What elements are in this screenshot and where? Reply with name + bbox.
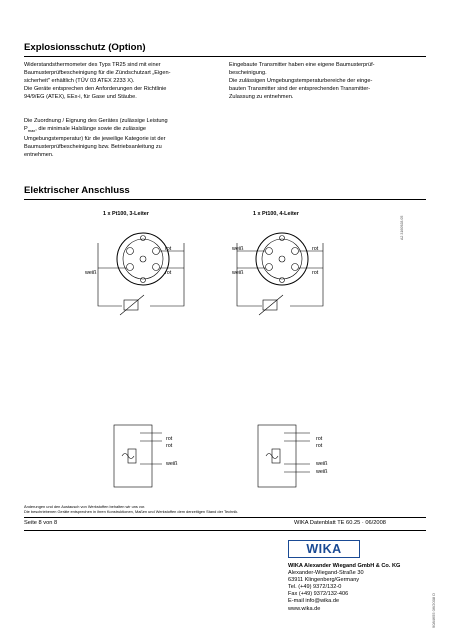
address-line: Alexander-Wiegand-Straße 30 <box>288 570 364 577</box>
footer-rule <box>24 517 426 518</box>
text-line: Widerstandsthermometer des Typs TR25 sind mit einer <box>24 62 161 68</box>
footer-note: Die beschriebenen Geräte entsprechen in ihren Konstruktionen, Maßen und Werkstoffen dem derzeitigen Stand der Technik. <box>24 509 239 514</box>
terminal-center <box>140 256 146 262</box>
footer-notes <box>24 504 238 514</box>
wire-label: rot <box>166 443 173 449</box>
address-line: E-mail info@wika.de <box>288 598 340 605</box>
text-line: Eingebaute Transmitter haben eine eigene Baumusterprüf- <box>229 62 375 68</box>
website-link[interactable]: www.wika.de <box>288 605 321 612</box>
connection-head-inner <box>123 239 163 279</box>
wire-label: rot <box>165 270 172 276</box>
mount-hole <box>280 278 285 283</box>
pmax-subscript: max <box>27 128 36 134</box>
text-line: bauten Transmitter sind der entsprechenden Transmitter- <box>229 86 371 93</box>
datasheet-id: WIKA Datenblatt TE 60.25 · 06/2008 <box>294 520 386 526</box>
wire-label: weiß <box>166 461 178 467</box>
text-line: 94/9/EG (ATEX), EEx-i, für Gase und Stäube. <box>24 94 137 101</box>
wire-label: rot <box>166 436 173 442</box>
text-span: , die minimale Halslänge sowie die zulässige <box>35 126 146 133</box>
text-line: bescheinigung. <box>229 70 267 77</box>
terminal-screw <box>153 264 160 271</box>
wire-label: weiß <box>232 270 244 276</box>
text-line: Baumusterprüfbescheinigung bzw. Betriebsanleitung zu <box>24 144 162 151</box>
text-line: Die zulässigen Umgebungstemperaturbereiche der einge- <box>229 78 373 85</box>
address-line: Tel. (+49) 9372/132-0 <box>288 584 342 591</box>
diagram-left-title: 1 x Pt100, 3-Leiter <box>103 211 149 217</box>
logo-text: WIKA <box>306 542 342 556</box>
rtd-arrow <box>259 295 283 315</box>
address-line: Fax (+49) 9372/132-406 <box>288 591 349 598</box>
wire-label: rot <box>316 436 323 442</box>
terminal-screw <box>266 248 273 255</box>
terminal-screw <box>292 264 299 271</box>
text-line: entnehmen. <box>24 152 54 159</box>
footer-rule <box>24 530 426 531</box>
text-line: Die Zuordnung / Eignung des Gerätes (zulässige Leistung <box>24 118 168 124</box>
wire-label: weiß <box>232 246 244 252</box>
text-line: sicherheit" erhältlich (TÜV 03 ATEX 2233 X). <box>24 78 135 85</box>
text-line: Zulassung zu entnehmen. <box>229 94 294 101</box>
wire-label: weiß <box>316 469 328 475</box>
page-number: Seite 8 von 8 <box>24 520 58 526</box>
sensor-element <box>114 425 152 487</box>
wire-outer <box>98 243 122 306</box>
address-line: 63911 Klingenberg/Germany <box>288 577 360 584</box>
mount-hole <box>141 236 146 241</box>
text-line: Umgebungstemperatur) für die jeweilige Kategorie ist der <box>24 136 166 143</box>
connection-head-inner <box>262 239 302 279</box>
company-address <box>288 563 400 613</box>
diagram-right-title: 1 x Pt100, 4-Leiter <box>253 211 299 217</box>
sensor-resistor <box>272 449 280 463</box>
mount-hole <box>280 236 285 241</box>
document-code: 9084655 06/2008 D <box>431 592 436 628</box>
text-line: Baumusterprüfbescheinigung für die Zündschutzart „Eigen- <box>24 70 171 77</box>
section-heading-electrical: Elektrischer Anschluss <box>24 185 130 196</box>
terminal-screw <box>153 248 160 255</box>
terminal-screw <box>292 248 299 255</box>
pmax-symbol: P <box>24 126 28 133</box>
wire-label: rot <box>316 443 323 449</box>
sensor-resistor <box>128 449 136 463</box>
diagram-reference: A2 3160928.05 <box>400 215 404 240</box>
wire-label: rot <box>165 246 172 252</box>
terminal-screw <box>127 264 134 271</box>
terminal-center <box>279 256 285 262</box>
section-heading-explosion: Explosionsschutz (Option) <box>24 42 146 53</box>
text-line: Die Geräte entsprechen den Anforderungen der Richtlinie <box>24 86 167 93</box>
company-name: WIKA Alexander Wiegand GmbH & Co. KG <box>288 563 401 569</box>
rtd-arrow <box>120 295 144 315</box>
terminal-screw <box>266 264 273 271</box>
wire-label: rot <box>312 270 319 276</box>
wika-logo <box>288 540 360 558</box>
sensor-element <box>258 425 296 487</box>
wire-label: weiß <box>85 270 97 276</box>
terminal-screw <box>127 248 134 255</box>
mount-hole <box>141 278 146 283</box>
footer-note: Änderungen und den Austausch von Werkstoffen behalten wir uns vor. <box>24 504 146 509</box>
diagram-right-graphic <box>237 233 323 487</box>
wire-label: rot <box>312 246 319 252</box>
wire-label: weiß <box>316 461 328 467</box>
